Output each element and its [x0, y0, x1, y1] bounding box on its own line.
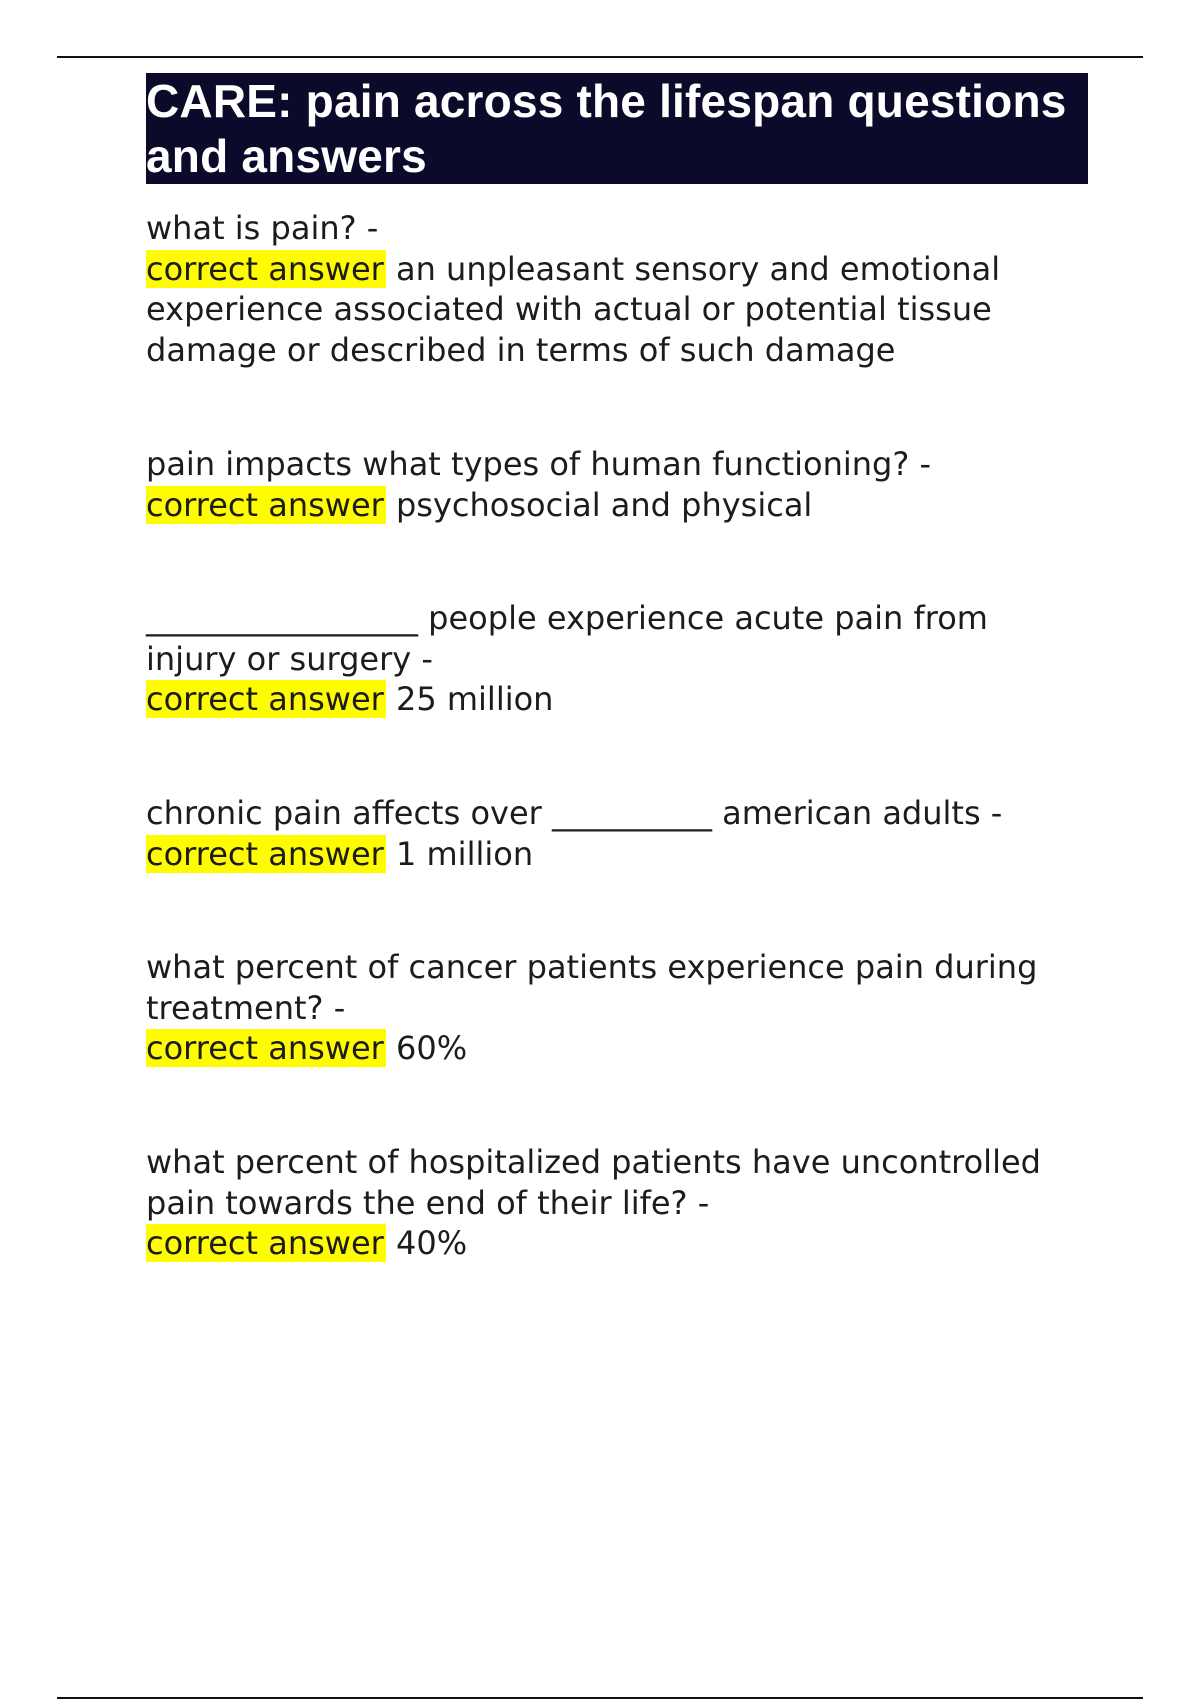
answer-text: 1 million [395, 834, 534, 873]
qa-item [146, 444, 1076, 525]
question-text: _________________ people experience acute pain from injury or surgery - [146, 599, 988, 678]
answer-label-highlight: correct answer [146, 1224, 384, 1262]
answer-label-highlight: correct answer [146, 485, 384, 524]
answer-text: 60% [395, 1029, 468, 1067]
document-title: CARE: pain across the lifespan questions and answers [146, 75, 1067, 182]
answer-label-highlight: correct answer [146, 249, 384, 288]
answer-line [146, 834, 1076, 875]
qa-item [146, 1142, 1076, 1264]
answer-line [146, 249, 1076, 371]
answer-line [146, 1223, 1076, 1264]
question-text: what is pain? - [146, 209, 379, 247]
answer-label-highlight: correct answer [146, 1029, 384, 1067]
title-banner [146, 73, 1088, 184]
bottom-rule [57, 1697, 1143, 1699]
top-rule [57, 56, 1143, 58]
answer-text: psychosocial and physical [395, 485, 813, 524]
answer-text: 40% [395, 1224, 468, 1262]
question-text: what percent of hospitalized patients have uncontrolled pain towards the end of their life? - [146, 1143, 1041, 1222]
answer-label-highlight: correct answer [146, 680, 384, 718]
question-text: chronic pain affects over __________ american adults - [146, 794, 1003, 832]
question-text: what percent of cancer patients experience pain during treatment? - [146, 948, 1038, 1027]
question-text: pain impacts what types of human functioning? - [146, 445, 932, 483]
answer-text: 25 million [395, 680, 554, 718]
qa-item [146, 793, 1076, 874]
answer-line [146, 1028, 1076, 1069]
qa-item [146, 208, 1076, 370]
answer-label-highlight: correct answer [146, 834, 384, 873]
answer-text: an unpleasant sensory and emotional experience associated with actual or potential tissue damage or described in terms of such damage [146, 249, 1001, 369]
answer-line [146, 485, 1076, 526]
qa-item [146, 947, 1076, 1069]
answer-line [146, 679, 1076, 720]
qa-item [146, 598, 1076, 720]
